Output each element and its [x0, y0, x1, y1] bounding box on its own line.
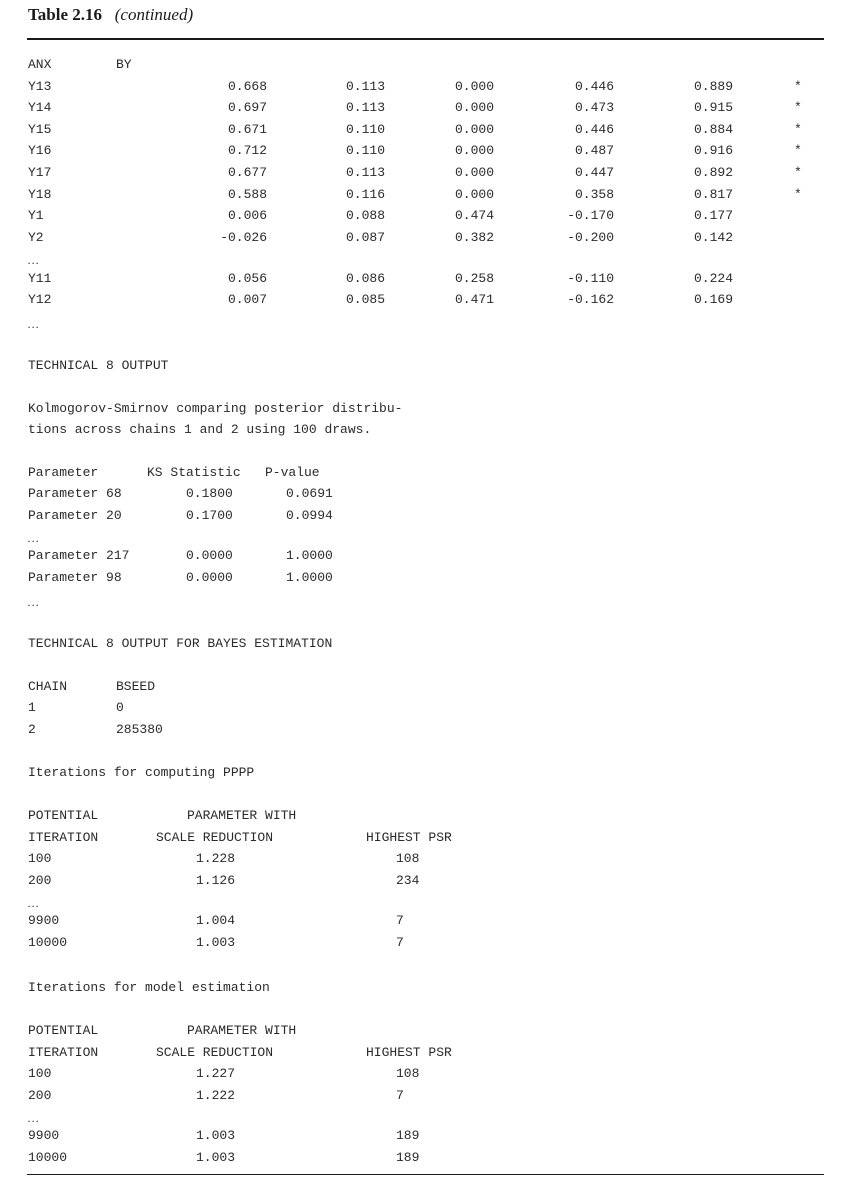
table-row: [0, 697, 851, 719]
row-value: 0.382: [454, 229, 494, 245]
row-value: 0.088: [345, 208, 385, 224]
column-header: BSEED: [116, 679, 156, 694]
significance-star: *: [794, 121, 802, 137]
row-value: 0.113: [345, 78, 385, 94]
psr-header-row: [0, 827, 851, 849]
row-value: 0.110: [345, 143, 385, 159]
column-header: SCALE REDUCTION: [156, 1044, 274, 1060]
scale-reduction: 1.227: [196, 1066, 236, 1081]
row-value: 0.446: [574, 121, 614, 137]
column-header: KS Statistic: [147, 464, 241, 480]
table-row: [0, 227, 851, 249]
parameter-name: Parameter 217: [28, 548, 130, 563]
chain-number: 1: [28, 700, 36, 715]
pppp-title: Iterations for computing PPPP: [28, 765, 255, 780]
p-value: 1.0000: [286, 569, 333, 585]
bayes-header-row: [0, 676, 851, 698]
row-value: 0.000: [454, 100, 494, 116]
bseed-value: 0: [116, 700, 124, 715]
ellipsis: …: [28, 253, 39, 267]
column-header: POTENTIAL: [28, 808, 99, 823]
table-row: [0, 162, 851, 184]
iteration: 100: [28, 851, 52, 866]
row-value: 0.169: [693, 292, 733, 308]
table-caption: [28, 5, 193, 25]
row-value: 0.177: [693, 208, 733, 224]
row-value: 0.712: [227, 143, 267, 159]
table-row: [0, 910, 851, 932]
row-variable: Y16: [28, 143, 52, 159]
row-value: 0.671: [227, 121, 267, 137]
ks-statistic: 0.0000: [186, 569, 233, 585]
tech8-description: tions across chains 1 and 2 using 100 draws.: [28, 421, 372, 437]
highest-psr: 7: [396, 913, 404, 928]
row-value: 0.677: [227, 164, 267, 180]
bottom-rule: [27, 1174, 824, 1175]
p-value: 0.0691: [286, 486, 333, 501]
iteration: 10000: [28, 934, 68, 950]
row-value: 0.056: [227, 270, 267, 286]
row-value: 0.817: [693, 186, 733, 202]
scale-reduction: 1.004: [196, 913, 236, 928]
table-row: [0, 1085, 851, 1107]
bayes-title-row: [0, 633, 851, 655]
significance-star: *: [794, 78, 802, 94]
table-row: [0, 505, 851, 527]
pppp-title-row: [0, 762, 851, 784]
table-row: [0, 870, 851, 892]
column-header: SCALE REDUCTION: [156, 829, 274, 845]
row-value: 0.916: [693, 143, 733, 159]
iteration: 200: [28, 872, 52, 888]
psr-header-row: [0, 1042, 851, 1064]
table-row: [0, 1125, 851, 1147]
row-variable: Y12: [28, 292, 52, 308]
highest-psr: 189: [396, 1149, 420, 1165]
row-value: 0.473: [574, 100, 614, 116]
row-value: 0.086: [345, 270, 385, 286]
iteration: 9900: [28, 1128, 60, 1143]
ellipsis: …: [28, 595, 39, 609]
row-value: 0.087: [345, 229, 385, 245]
row-value: 0.884: [693, 121, 733, 137]
column-header: HIGHEST PSR: [366, 1044, 452, 1060]
iteration: 10000: [28, 1149, 68, 1165]
row-value: 0.358: [574, 186, 614, 202]
row-value: 0.446: [574, 78, 614, 94]
row-value: 0.258: [454, 270, 494, 286]
parameter-name: Parameter 20: [28, 507, 122, 523]
row-value: 0.447: [574, 164, 614, 180]
ellipsis: …: [28, 531, 39, 545]
scale-reduction: 1.222: [196, 1087, 236, 1103]
significance-star: *: [794, 186, 802, 202]
row-value: 0.892: [693, 164, 733, 180]
row-value: 0.224: [693, 270, 733, 286]
row-value: 0.471: [454, 292, 494, 308]
column-header: P-value: [265, 464, 320, 480]
column-header: PARAMETER WITH: [187, 1023, 297, 1038]
bseed-value: 285380: [116, 721, 163, 737]
model-title-row: [0, 977, 851, 999]
highest-psr: 108: [396, 851, 420, 866]
row-value: 0.000: [454, 78, 494, 94]
anx-label: ANX: [28, 57, 52, 72]
highest-psr: 189: [396, 1128, 420, 1143]
ks-statistic: 0.0000: [186, 548, 233, 563]
row-value: 0.000: [454, 121, 494, 137]
scale-reduction: 1.126: [196, 872, 236, 888]
scale-reduction: 1.003: [196, 1128, 236, 1143]
column-header: Parameter: [28, 464, 99, 480]
row-value: 0.668: [227, 78, 267, 94]
psr-header-row: [0, 805, 851, 827]
column-header: PARAMETER WITH: [187, 808, 297, 823]
row-value: 0.116: [345, 186, 385, 202]
ellipsis: …: [28, 1111, 39, 1125]
significance-star: *: [794, 164, 802, 180]
row-variable: Y2: [28, 229, 44, 245]
ks-header-row: [0, 462, 851, 484]
highest-psr: 7: [396, 934, 404, 950]
p-value: 1.0000: [286, 548, 333, 563]
row-value: 0.000: [454, 143, 494, 159]
ks-statistic: 0.1700: [186, 507, 233, 523]
table-row: [0, 119, 851, 141]
significance-star: *: [794, 100, 802, 116]
table-continued: (continued): [114, 5, 194, 24]
row-value: 0.007: [227, 292, 267, 308]
by-label: BY: [116, 57, 132, 72]
row-value: 0.113: [345, 164, 385, 180]
table-row: [0, 289, 851, 311]
row-value: -0.170: [567, 208, 614, 224]
ellipsis: …: [28, 317, 39, 331]
row-value: -0.026: [220, 229, 267, 245]
table-row: [0, 205, 851, 227]
row-value: 0.487: [574, 143, 614, 159]
p-value: 0.0994: [286, 507, 333, 523]
table-row: [0, 140, 851, 162]
row-variable: Y18: [28, 186, 52, 202]
row-value: 0.588: [227, 186, 267, 202]
row-value: -0.200: [567, 229, 614, 245]
tech8-title-row: [0, 355, 851, 377]
iteration: 100: [28, 1066, 52, 1081]
tech8-desc-row: [0, 419, 851, 441]
top-rule: [27, 38, 824, 40]
significance-star: *: [794, 143, 802, 159]
table-row: [0, 268, 851, 290]
column-header: ITERATION: [28, 1044, 99, 1060]
model-title: Iterations for model estimation: [28, 980, 270, 995]
anx-header-row: [0, 54, 851, 76]
row-value: 0.915: [693, 100, 733, 116]
bayes-title: TECHNICAL 8 OUTPUT FOR BAYES ESTIMATION: [28, 635, 333, 651]
table-row: [0, 97, 851, 119]
table-row: [0, 1063, 851, 1085]
iteration: 9900: [28, 913, 60, 928]
column-header: ITERATION: [28, 829, 99, 845]
table-row: [0, 848, 851, 870]
parameter-name: Parameter 98: [28, 569, 122, 585]
row-variable: Y11: [28, 270, 52, 286]
scale-reduction: 1.003: [196, 1149, 236, 1165]
chain-number: 2: [28, 721, 36, 737]
table-row: [0, 719, 851, 741]
table-row: [0, 483, 851, 505]
row-value: 0.000: [454, 186, 494, 202]
table-row: [0, 545, 851, 567]
row-value: 0.697: [227, 100, 267, 116]
highest-psr: 234: [396, 872, 420, 888]
row-value: 0.474: [454, 208, 494, 224]
row-value: 0.113: [345, 100, 385, 116]
row-variable: Y1: [28, 208, 44, 224]
column-header: HIGHEST PSR: [366, 829, 452, 845]
row-value: 0.000: [454, 164, 494, 180]
iteration: 200: [28, 1087, 52, 1103]
table-row: [0, 1147, 851, 1169]
tech8-desc-row: [0, 398, 851, 420]
row-variable: Y15: [28, 121, 52, 137]
highest-psr: 108: [396, 1066, 420, 1081]
row-variable: Y13: [28, 78, 52, 94]
tech8-description: Kolmogorov-Smirnov comparing posterior distribu-: [28, 400, 403, 416]
row-value: -0.162: [567, 292, 614, 308]
row-value: 0.110: [345, 121, 385, 137]
tech8-title: TECHNICAL 8 OUTPUT: [28, 357, 169, 373]
row-value: 0.085: [345, 292, 385, 308]
table-row: [0, 932, 851, 954]
row-value: -0.110: [567, 270, 614, 286]
row-variable: Y14: [28, 100, 52, 116]
table-label: Table 2.16: [28, 5, 103, 24]
ellipsis: …: [28, 896, 39, 910]
table-row: [0, 184, 851, 206]
table-row: [0, 76, 851, 98]
table-row: [0, 567, 851, 589]
ks-statistic: 0.1800: [186, 486, 233, 501]
psr-header-row: [0, 1020, 851, 1042]
row-value: 0.889: [693, 78, 733, 94]
highest-psr: 7: [396, 1087, 404, 1103]
row-value: 0.142: [693, 229, 733, 245]
row-variable: Y17: [28, 164, 52, 180]
column-header: POTENTIAL: [28, 1023, 99, 1038]
scale-reduction: 1.003: [196, 934, 236, 950]
column-header: CHAIN: [28, 679, 68, 694]
parameter-name: Parameter 68: [28, 486, 122, 501]
scale-reduction: 1.228: [196, 851, 236, 866]
row-value: 0.006: [227, 208, 267, 224]
